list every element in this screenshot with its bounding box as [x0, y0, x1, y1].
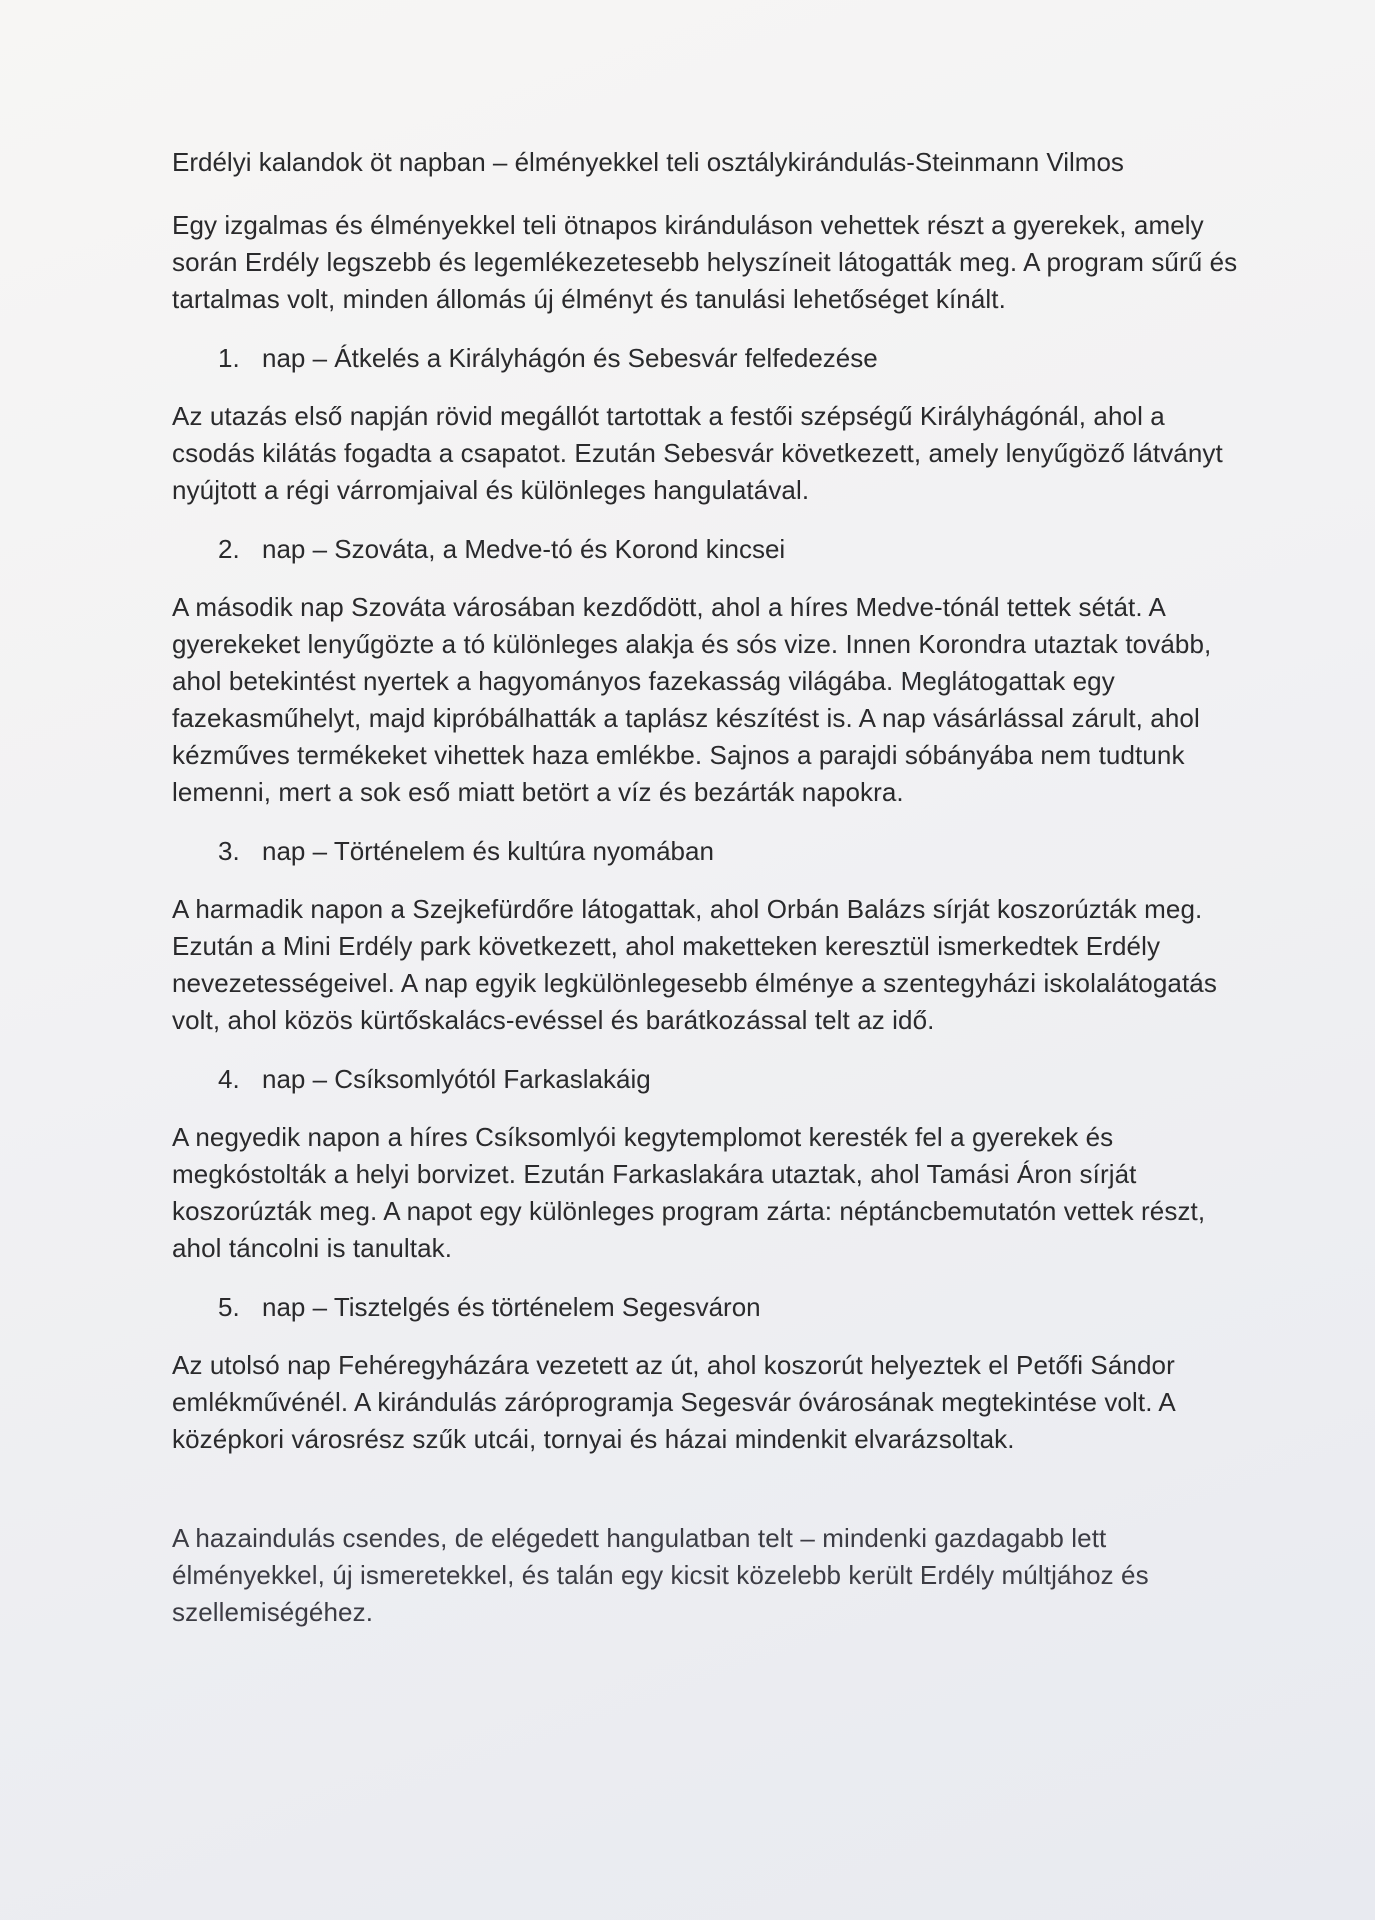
day-4-number: 4. — [218, 1064, 240, 1094]
day-2-title: nap – Szováta, a Medve-tó és Korond kincsei — [262, 534, 786, 564]
day-1-title: nap – Átkelés a Királyhágón és Sebesvár felfedezése — [262, 343, 878, 373]
day-3-paragraph: A harmadik napon a Szejkefürdőre látogattak, ahol Orbán Balázs sírját koszorúzták meg. Ezután a Mini Erdély park következett, ahol maketteken keresztül ismerkedtek Erdély nevezetességeivel. A nap egyik legkülönlegesebb élménye a szentegyházi iskolalátogatás volt, ahol közös kürtőskalács-evéssel és barátkozással telt az idő. — [172, 894, 1217, 1035]
day-5-title: nap – Tisztelgés és történelem Segesváron — [262, 1292, 761, 1322]
day-2-heading — [172, 531, 1240, 567]
day-4-heading — [172, 1061, 1240, 1097]
day-3-heading — [172, 833, 1240, 869]
day-1-heading — [172, 340, 1240, 376]
day-4-paragraph: A negyedik napon a híres Csíksomlyói kegytemplomot keresték fel a gyerekek és megkóstolták a helyi borvizet. Ezután Farkaslakára utaztak, ahol Tamási Áron sírját koszorúzták meg. A napot egy különleges program zárta: néptáncbemutatón vettek részt, ahol táncolni is tanultak. — [172, 1122, 1206, 1263]
day-5-number: 5. — [218, 1292, 240, 1322]
day-2-number: 2. — [218, 534, 240, 564]
day-4-title: nap – Csíksomlyótól Farkaslakáig — [262, 1064, 651, 1094]
day-1-paragraph: Az utazás első napján rövid megállót tartottak a festői szépségű Királyhágónál, ahol a csodás kilátás fogadta a csapatot. Ezután Sebesvár következett, amely lenyűgöző látványt nyújtott a régi várromjaival és különleges hangulatával. — [172, 401, 1223, 505]
day-3-title: nap – Történelem és kultúra nyomában — [262, 836, 714, 866]
day-3-number: 3. — [218, 836, 240, 866]
day-5-heading — [172, 1289, 1240, 1325]
day-2-paragraph: A második nap Szováta városában kezdődött, ahol a híres Medve-tónál tettek sétát. A gyerekeket lenyűgözte a tó különleges alakja és sós vize. Innen Korondra utaztak tovább, ahol betekintést nyertek a hagyományos fazekasság világába. Meglátogattak egy fazekasműhelyt, majd kipróbálhatták a taplász készítést is. A nap vásárlással zárult, ahol kézműves termékeket vihettek haza emlékbe. Sajnos a parajdi sóbányába nem tudtunk lemenni, mert a sok eső miatt betört a víz és bezárták napokra. — [172, 592, 1212, 807]
closing-paragraph: A hazaindulás csendes, de elégedett hangulatban telt – mindenki gazdagabb lett élményekkel, új ismeretekkel, és talán egy kicsit közelebb került Erdély múltjához és szellemiségéhez. — [172, 1523, 1149, 1627]
day-5-paragraph: Az utolsó nap Fehéregyházára vezetett az út, ahol koszorút helyeztek el Petőfi Sándor emlékművénél. A kirándulás záróprogramja Segesvár óvárosának megtekintése volt. A középkori városrész szűk utcái, tornyai és házai mindenkit elvarázsoltak. — [172, 1350, 1175, 1454]
day-1-number: 1. — [218, 343, 240, 373]
intro-paragraph: Egy izgalmas és élményekkel teli ötnapos kiránduláson vehettek részt a gyerekek, amely során Erdély legszebb és legemlékezetesebb helyszíneit látogatták meg. A program sűrű és tartalmas volt, minden állomás új élményt és tanulási lehetőséget kínált. — [172, 210, 1238, 314]
document-title: Erdélyi kalandok öt napban – élményekkel teli osztálykirándulás-Steinmann Vilmos — [172, 147, 1124, 177]
